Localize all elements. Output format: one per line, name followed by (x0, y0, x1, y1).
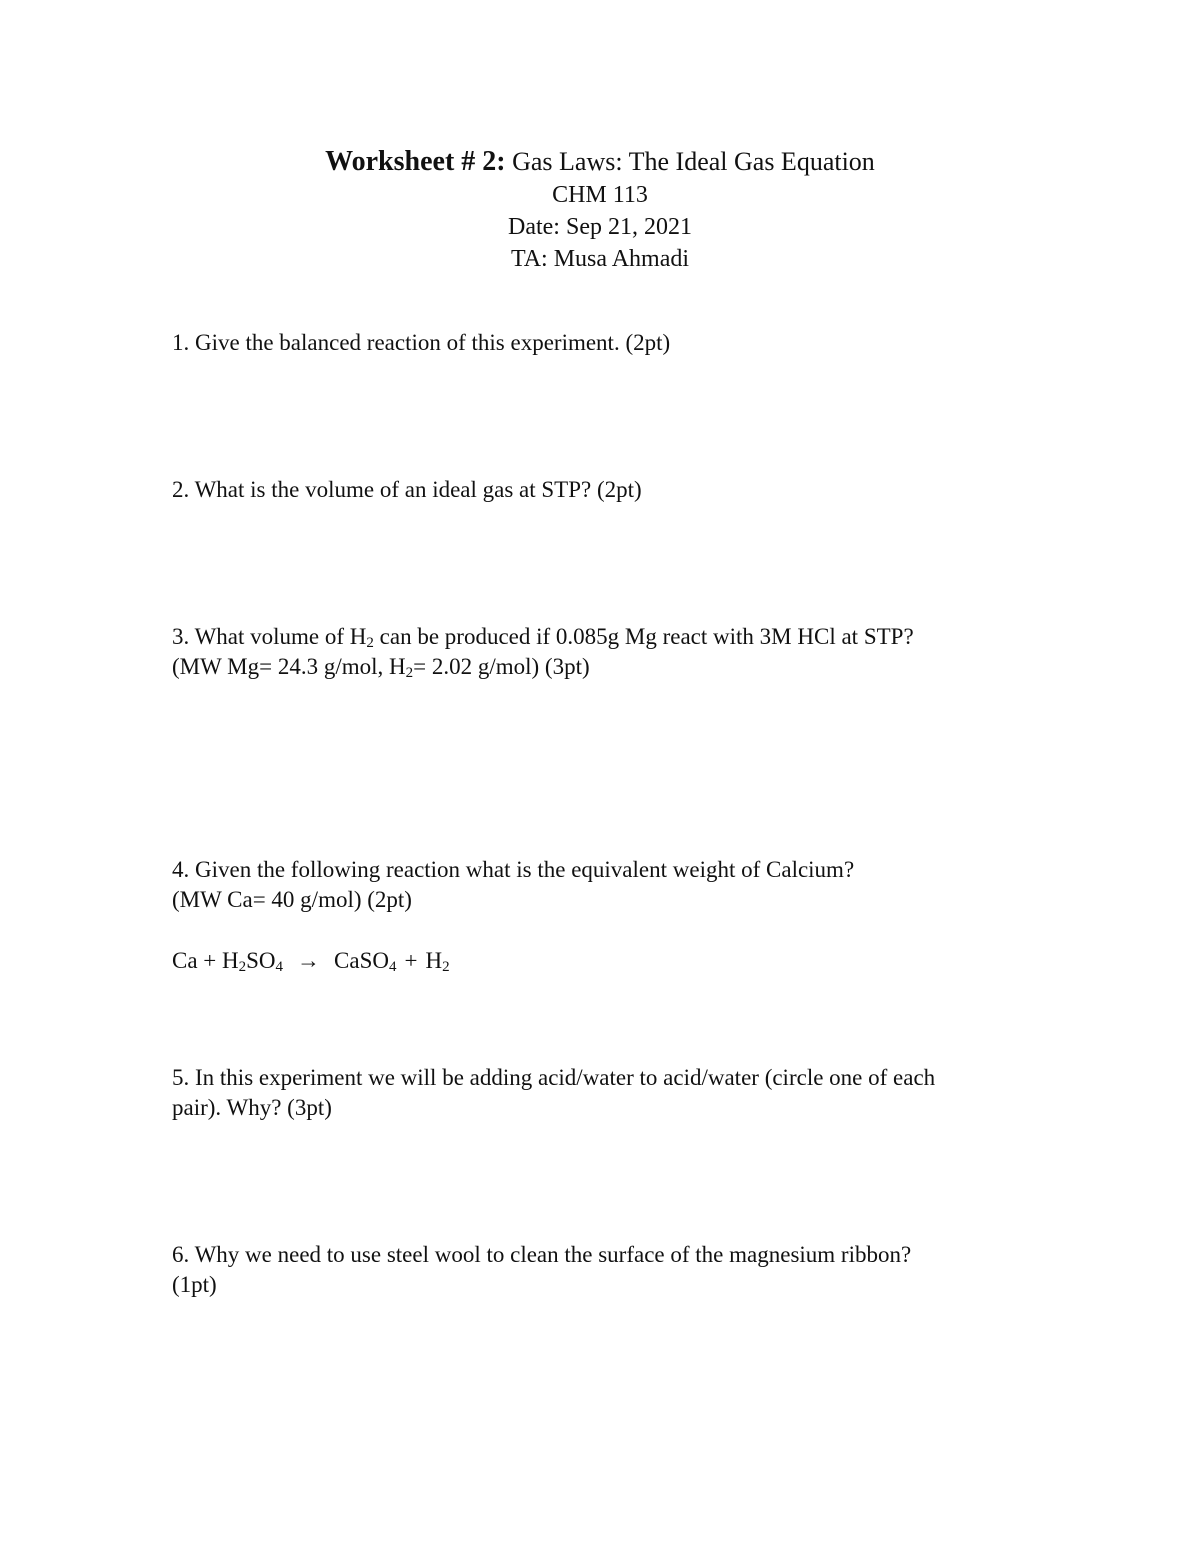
question-1-text: 1. Give the balanced reaction of this experiment. (2pt) (172, 330, 671, 355)
question-2 (172, 475, 1052, 505)
question-6 (172, 1240, 1052, 1300)
question-6-line-2: (1pt) (172, 1272, 217, 1297)
worksheet-title (0, 145, 1200, 179)
arrow-icon: → (297, 948, 321, 973)
question-4-line-2: (MW Ca= 40 g/mol) (2pt) (172, 887, 412, 912)
question-1 (172, 328, 1052, 358)
question-3-line-1: 3. What volume of $H_2$ can be produced if 0.085g Mg react with 3M HCl at STP? (172, 624, 914, 651)
question-5-line-1: 5. In this experiment we will be adding acid/water to acid/water (circle one of each (172, 1065, 936, 1090)
question-5-line-2: pair). Why? (3pt) (172, 1095, 332, 1120)
question-4-line-1: 4. Given the following reaction what is the equivalent weight of Calcium? (172, 857, 855, 882)
reaction-equation: $Ca + H_2SO_4$ → CaSO$_4$ + $H_2$ (172, 948, 450, 975)
question-4 (172, 855, 1052, 915)
course-code: CHM 113 (552, 182, 648, 208)
question-3 (172, 622, 1052, 682)
question-2-text: 2. What is the volume of an ideal gas at STP? (2pt) (172, 477, 642, 502)
ta-name: TA: Musa Ahmadi (510, 246, 690, 272)
worksheet-number: Worksheet # 2: (325, 146, 506, 177)
question-3-line-2: (MW Mg= 24.3 g/mol, $H_2= 2.02$ g/mol) (3pt) (172, 654, 590, 681)
worksheet-header (0, 145, 1200, 275)
worksheet-date: Date: Sep 21, 2021 (508, 214, 692, 240)
question-6-line-1: 6. Why we need to use steel wool to clean the surface of the magnesium ribbon? (172, 1242, 912, 1267)
worksheet-topic: Gas Laws: The Ideal Gas Equation (512, 147, 875, 176)
question-5 (172, 1063, 1052, 1123)
